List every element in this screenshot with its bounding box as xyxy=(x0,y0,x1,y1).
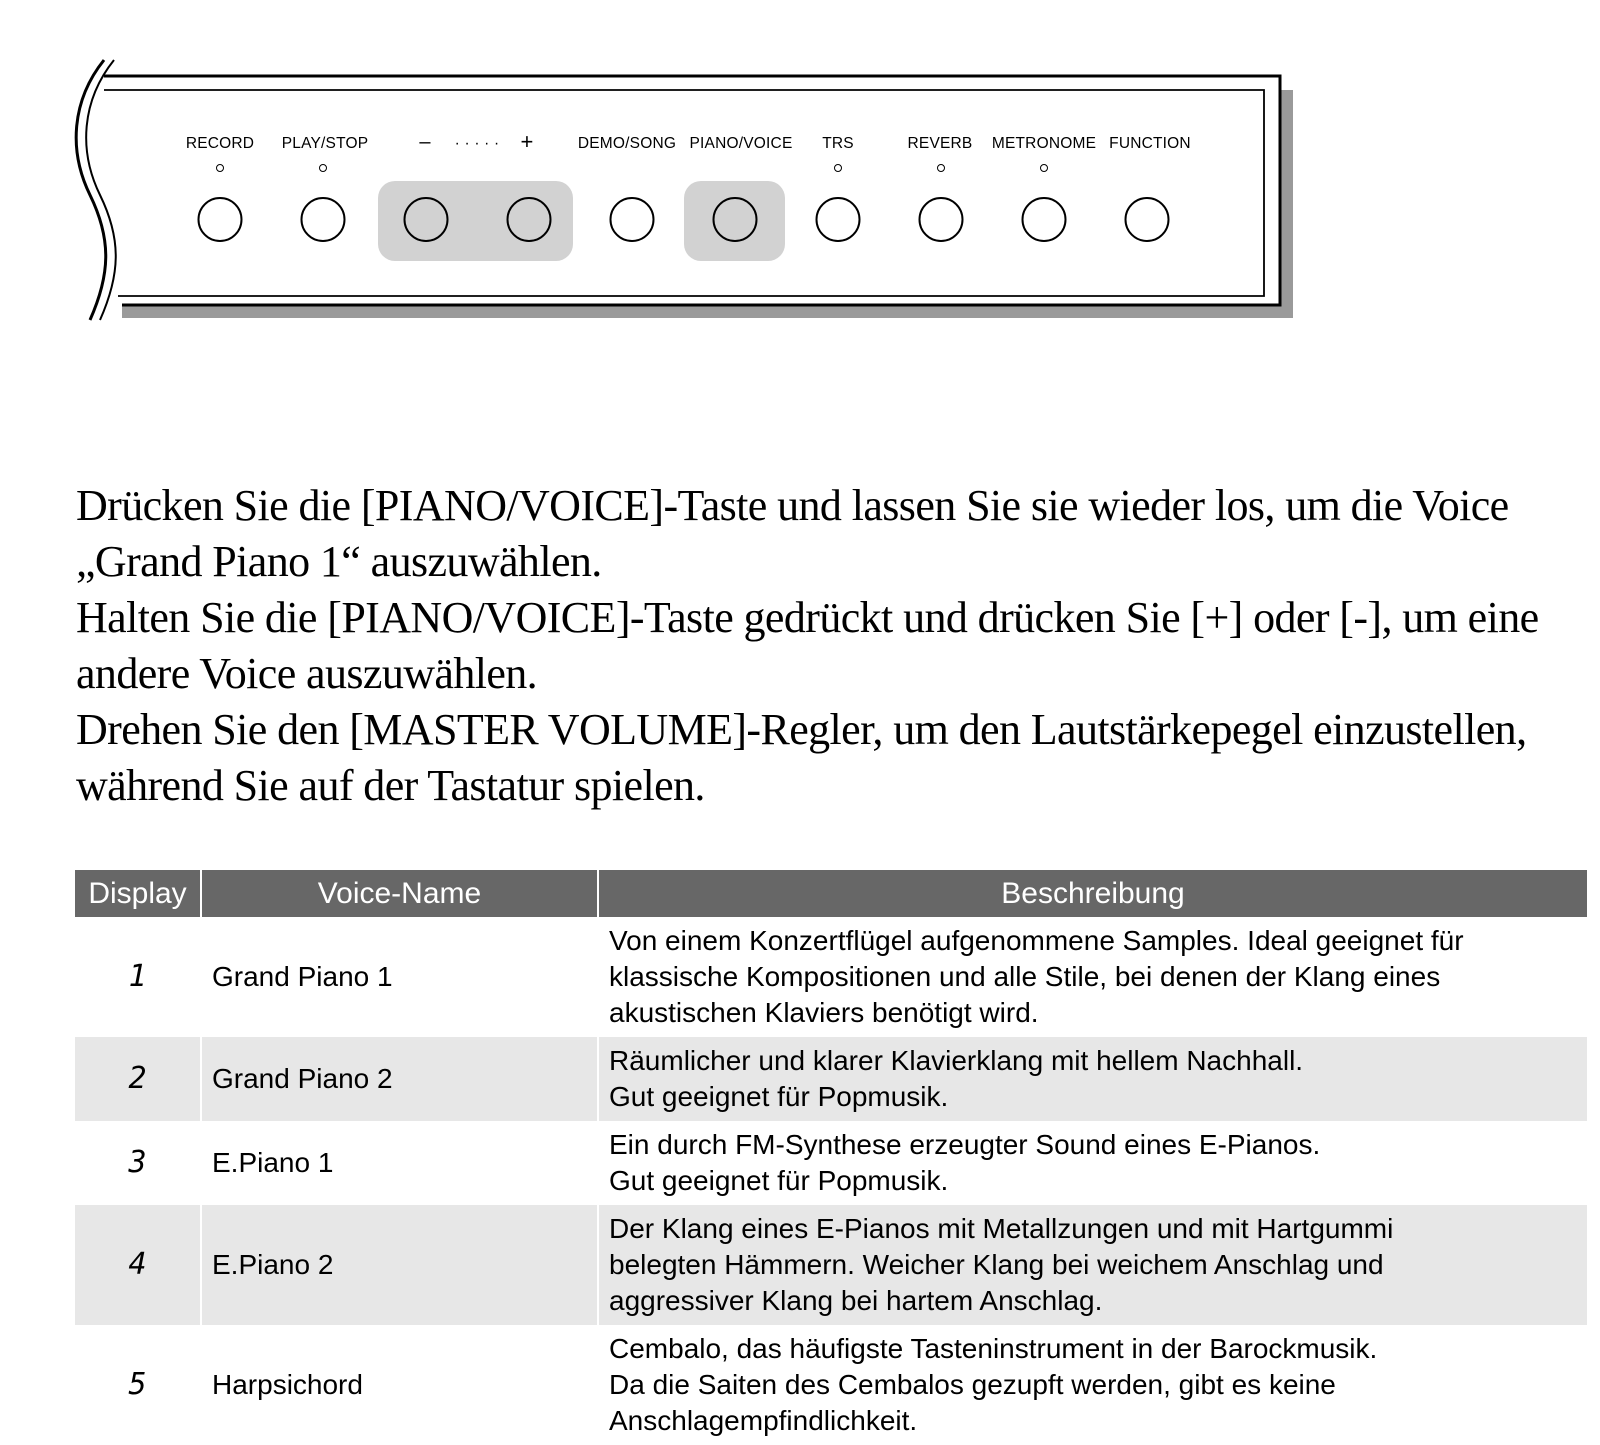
trs-button[interactable] xyxy=(816,197,861,242)
table-row xyxy=(75,1037,1587,1121)
table-row xyxy=(75,917,1587,1037)
voice-description xyxy=(598,1037,1587,1121)
panel-frame xyxy=(0,0,1600,340)
demo-song-label: DEMO/SONG xyxy=(577,135,677,152)
voice-name: Grand Piano 2 xyxy=(201,1037,598,1121)
display-value: 1 xyxy=(128,959,147,994)
voice-description xyxy=(598,917,1587,1037)
header-voice-name: Voice-Name xyxy=(201,870,598,917)
plus-button[interactable] xyxy=(507,197,552,242)
record-button[interactable] xyxy=(198,197,243,242)
function-button[interactable] xyxy=(1125,197,1170,242)
description-line: akustischen Klaviers benötigt wird. xyxy=(609,997,1039,1028)
header-description: Beschreibung xyxy=(598,870,1587,917)
reverb-led xyxy=(937,164,945,172)
dots-label: · · · · · xyxy=(454,135,500,152)
table-row xyxy=(75,1121,1587,1205)
description-line: Der Klang eines E-Pianos mit Metallzungen und mit Hartgummi xyxy=(609,1213,1394,1244)
instructions xyxy=(76,478,1586,814)
piano-voice-button[interactable] xyxy=(713,197,758,242)
description-line: klassische Kompositionen und alle Stile, bei denen der Klang eines xyxy=(609,961,1441,992)
header-display: Display xyxy=(75,870,201,917)
table-header-row xyxy=(75,870,1587,917)
description-line: Räumlicher und klarer Klavierklang mit hellem Nachhall. xyxy=(609,1045,1304,1076)
display-value: 5 xyxy=(128,1367,147,1402)
function-label: FUNCTION xyxy=(1109,135,1191,152)
voice-table xyxy=(75,870,1587,1445)
description-line: Ein durch FM-Synthese erzeugter Sound eines E-Pianos. xyxy=(609,1129,1321,1160)
record-label: RECORD xyxy=(185,135,255,152)
piano-voice-label: PIANO/VOICE xyxy=(689,135,793,152)
voice-description xyxy=(598,1121,1587,1205)
description-line: Gut geeignet für Popmusik. xyxy=(609,1081,949,1112)
trs-label: TRS xyxy=(822,135,854,152)
display-value: 3 xyxy=(128,1145,147,1180)
metronome-button[interactable] xyxy=(1022,197,1067,242)
table-row xyxy=(75,1325,1587,1445)
voice-name: Grand Piano 1 xyxy=(201,917,598,1037)
control-panel-illustration xyxy=(0,0,1600,340)
instruction-select-grand-piano: Drücken Sie die [PIANO/VOICE]-Taste und lassen Sie sie wieder los, um die Voice „Grand Piano 1“ auszuwählen. xyxy=(76,481,1509,586)
minus-label: – xyxy=(419,131,431,153)
description-line: Von einem Konzertflügel aufgenommene Samples. Ideal geeignet für xyxy=(609,925,1464,956)
play-stop-button[interactable] xyxy=(301,197,346,242)
description-line: Gut geeignet für Popmusik. xyxy=(609,1165,949,1196)
description-line: belegten Hämmern. Weicher Klang bei weichem Anschlag und xyxy=(609,1249,1384,1280)
display-value: 4 xyxy=(75,1205,201,1325)
voice-description xyxy=(598,1325,1587,1445)
display-value: 2 xyxy=(75,1037,201,1121)
metronome-label: METRONOME xyxy=(991,135,1097,152)
voice-description xyxy=(598,1205,1587,1325)
description-line: Cembalo, das häufigste Tasteninstrument in der Barockmusik. xyxy=(609,1333,1378,1364)
description-line: Anschlagempfindlichkeit. xyxy=(609,1405,918,1436)
demo-song-button[interactable] xyxy=(610,197,655,242)
instruction-select-other-voice: Halten Sie die [PIANO/VOICE]-Taste gedrückt und drücken Sie [+] oder [-], um eine andere Voice auszuwählen. xyxy=(76,593,1539,698)
table-row xyxy=(75,1205,1587,1325)
record-led xyxy=(216,164,224,172)
instruction-adjust-volume: Drehen Sie den [MASTER VOLUME]-Regler, um den Lautstärkepegel einzustellen, während Sie auf der Tastatur spielen. xyxy=(76,705,1527,810)
plus-label: + xyxy=(520,129,534,154)
play-stop-led xyxy=(319,164,327,172)
trs-led xyxy=(834,164,842,172)
voice-name: E.Piano 1 xyxy=(201,1121,598,1205)
description-line: aggressiver Klang bei hartem Anschlag. xyxy=(609,1285,1103,1316)
metronome-led xyxy=(1040,164,1048,172)
reverb-button[interactable] xyxy=(919,197,964,242)
play-stop-label: PLAY/STOP xyxy=(281,135,369,152)
minus-button[interactable] xyxy=(404,197,449,242)
reverb-label: REVERB xyxy=(907,135,973,152)
voice-name: E.Piano 2 xyxy=(201,1205,598,1325)
description-line: Da die Saiten des Cembalos gezupft werden, gibt es keine xyxy=(609,1369,1336,1400)
voice-name: Harpsichord xyxy=(201,1325,598,1445)
